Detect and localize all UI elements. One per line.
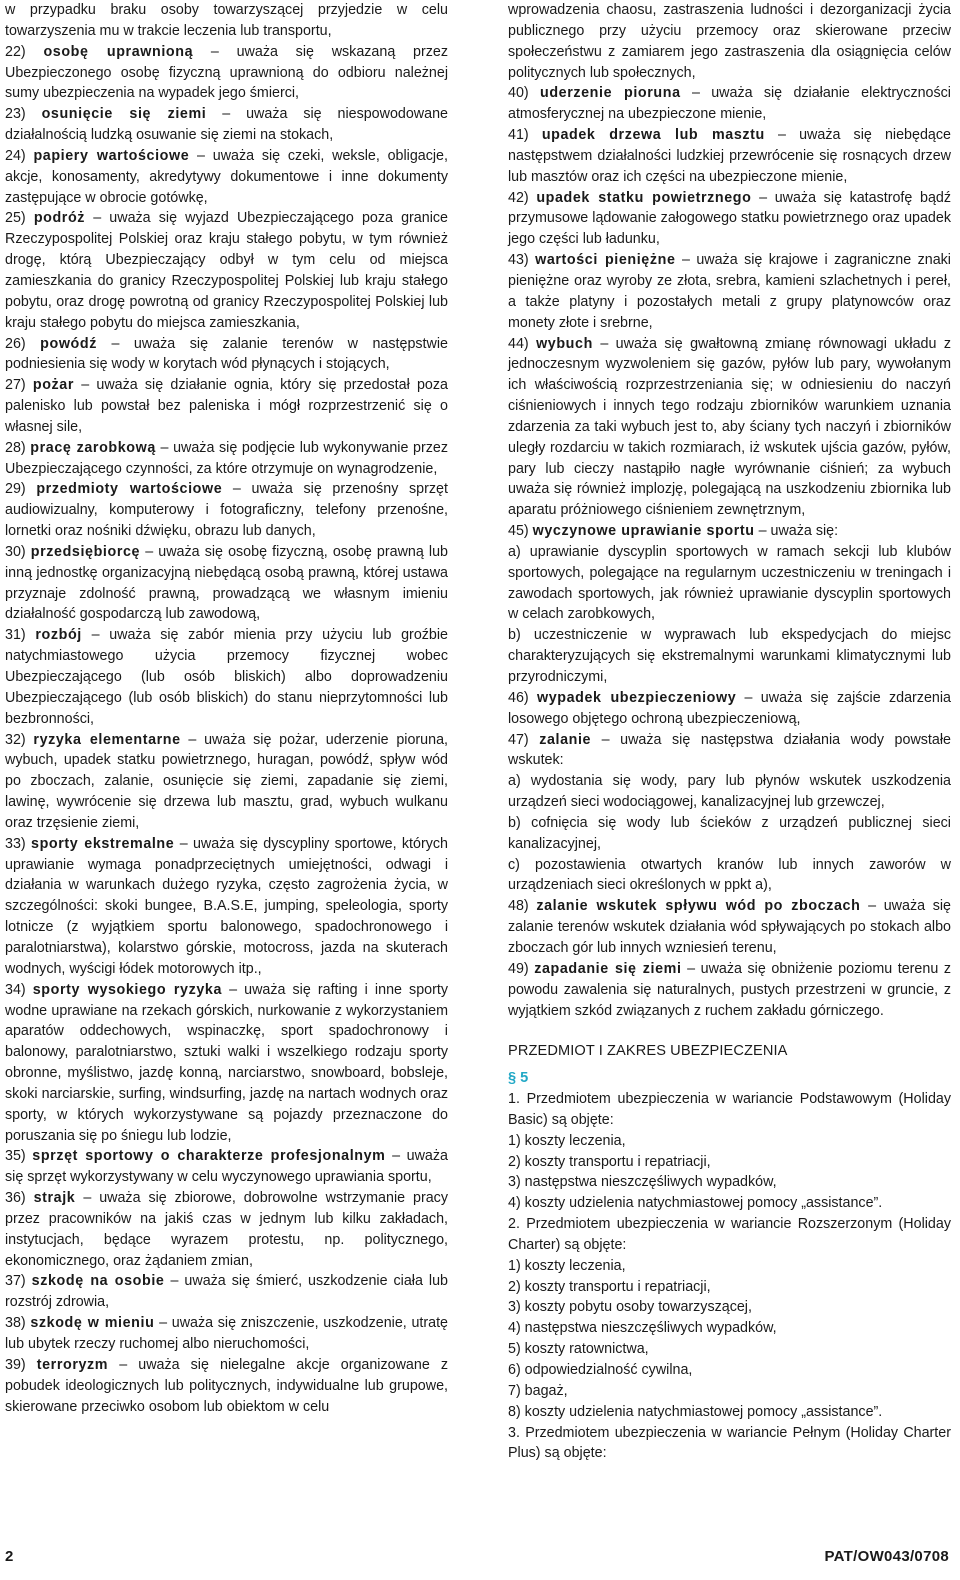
- definition-text: – uważa się rafting i inne sporty wodne uprawiane na rzekach górskich, nurkowanie z wykorzystaniem aparatów oddechowych, wspinaczkę, sport spadochronowy i balonowy, paralotniarstwo, sztuki walki i wszelkiego rodzaju sporty obronne, myślistwo, jazdę konną, narciarstwo, snowboard, bobsleje, skoki narciarskie, surfing, windsurfing, jazdę na nartach wodnych oraz sporty, w których wykorzystywane są pojazdy przeznaczone do poruszania się po śniegu lub lodzie,: [5, 981, 448, 1144]
- definition-item: [5, 980, 448, 1147]
- definition-item: [508, 959, 951, 1022]
- scope-item: 3) koszty pobytu osoby towarzyszącej,: [508, 1299, 752, 1316]
- item-number: 42): [508, 189, 529, 206]
- definition-text: – uważa się niespowodowane działalnością ludzką osuwanie się ziemi na stokach,: [5, 106, 448, 144]
- definition-text: c) pozostawienia otwartych kranów lub innych zaworów w urządzeniach sieci określonych w ppkt a),: [508, 856, 951, 894]
- definition-item: [5, 1271, 448, 1313]
- scope-item: 5) koszty ratownictwa,: [508, 1341, 649, 1358]
- definition-item: [508, 625, 951, 688]
- definition-item: [5, 1355, 448, 1418]
- item-number: 24): [5, 147, 26, 164]
- item-number: 45): [508, 523, 529, 540]
- item-number: 34): [5, 981, 26, 998]
- definition-text: – uważa się obniżenie poziomu terenu z powodu zawalenia się naturalnych, pustych przestrzeni w gruncie, z wyjątkiem szkód związanych z ruchem zakładu górniczego.: [508, 960, 951, 1019]
- left-column: [5, 0, 448, 1417]
- item-number: 30): [5, 543, 26, 560]
- definition-text: b) uczestniczenie w wyprawach lub ekspedycjach do miejsc charakteryzujących się ekstremalnymi warunkami klimatycznymi lub przyrodniczymi,: [508, 627, 951, 685]
- definition-item: [5, 334, 448, 376]
- definition-item: [508, 334, 951, 522]
- definition-text: – uważa się przenośny sprzęt audiowizualny, komputerowy i fotograficzny, telefony przenośne, lornetki oraz nośniki dźwięku, obrazu lub danych,: [5, 481, 448, 540]
- page-number: 2: [5, 1548, 14, 1565]
- item-number: 33): [5, 835, 26, 852]
- item-number: 41): [508, 127, 529, 144]
- definition-text: wprowadzenia chaosu, zastraszenia ludności i dezorganizacji życia publicznego przy użyciu przemocy oraz skierowane przeciw społeczeństwu z zamiarem jego zastraszenia dla osiągnięcia celów politycznych lub społecznych,: [508, 2, 951, 81]
- definition-item: [5, 834, 448, 980]
- definition-item: [5, 730, 448, 834]
- defined-term: terroryzm: [36, 1356, 109, 1373]
- item-number: 35): [5, 1148, 26, 1165]
- defined-term: upadek drzewa lub masztu: [541, 127, 765, 144]
- definition-text: a) wydostania się wody, pary lub płynów wskutek uszkodzenia urządzeń sieci wodociągowej, kanalizacyjnej lub grzewczej,: [508, 773, 951, 811]
- scope-item: 4) koszty udzielenia natychmiastowej pomocy „assistance”.: [508, 1195, 883, 1212]
- defined-term: zalanie: [539, 731, 592, 748]
- definition-text: – uważa się nielegalne akcje organizowane z pobudek ideologicznych lub politycznych, indywidualne lub grupowe, skierowane przeciwko osobom lub obiektom w celu: [5, 1356, 448, 1415]
- scope-item: 1) koszty leczenia,: [508, 1257, 626, 1274]
- scope-item: 1. Przedmiotem ubezpieczenia w wariancie Podstawowym (Holiday Basic) są objęte:: [508, 1091, 951, 1128]
- definition-item: [508, 521, 951, 542]
- defined-term: pracę zarobkową: [30, 439, 156, 456]
- item-number: 46): [508, 689, 529, 706]
- item-number: 31): [5, 627, 26, 644]
- definition-text: – uważa się zniszczenie, uszkodzenie, utratę lub ubytek rzeczy ruchomej albo nieruchomości,: [5, 1315, 449, 1352]
- definition-text: – uważa się dyscypliny sportowe, których uprawianie wymaga ponadprzeciętnych umiejętności, odwagi i działania w warunkach dużego ryzyka, często zagrożenia życia, w szczególności: skoki bungee, B.A.S.E, jumping, speleologia, sporty lotnicze (z wyjątkiem sportu balonowego, spadochronowego i paralotniarstwa), kolarstwo górskie, motocross, jazda na skuterach wodnych, wyścigi łódek motorowych itp.,: [5, 835, 448, 977]
- scope-item: 2. Przedmiotem ubezpieczenia w wariancie Rozszerzonym (Holiday Charter) są objęte:: [508, 1216, 951, 1253]
- definition-item: [5, 1188, 448, 1271]
- definition-text: a) uprawianie dyscyplin sportowych w ramach sekcji lub klubów sportowych, polegające na regularnym uczestniczeniu w treningach i zawodach sportowych, jak również uprawianie dyscyplin sportowych w celach zarobkowych,: [508, 543, 951, 623]
- section-mark: § 5: [508, 1070, 529, 1087]
- scope-item: 8) koszty udzielenia natychmiastowej pomocy „assistance”.: [508, 1403, 883, 1420]
- definition-text: – uważa się zabór mienia przy użyciu lub groźbie natychmiastowego użycia przemocy fizycznej wobec Ubezpieczającego (lub osób bliskich) albo doprowadzeniu Ubezpieczającego (lub osób bliskich) do stanu nieprzytomności lub bezbronności,: [5, 627, 449, 727]
- definition-item: [508, 125, 951, 188]
- definition-text: – uważa się krajowe i zagraniczne znaki pieniężne oraz wyroby ze złota, srebra, kamieni szlachetnych i pereł, a także platyny i pozostałych metali z grupy platynowców oraz monety złote i srebrne,: [508, 252, 951, 331]
- item-number: 49): [508, 960, 529, 977]
- definition-item: [508, 188, 951, 251]
- defined-term: sprzęt sportowy o charakterze profesjonalnym: [32, 1148, 386, 1165]
- item-number: 29): [5, 481, 26, 498]
- defined-term: sporty wysokiego ryzyka: [32, 981, 223, 998]
- definition-item: [508, 771, 951, 813]
- definition-text: – uważa się wskazaną przez Ubezpieczonego osobę fizyczną uprawnioną do odbioru należnej sumy ubezpieczenia na wypadek jego śmierci,: [5, 43, 448, 102]
- definitions-continued: [508, 0, 951, 1021]
- definition-item: [5, 625, 448, 729]
- definition-item: [508, 250, 951, 333]
- item-number: 28): [5, 439, 26, 456]
- defined-term: przedsiębiorcę: [30, 543, 141, 560]
- definition-text: – uważa się zajście zdarzenia losowego objętego ochroną ubezpieczeniową,: [508, 689, 951, 727]
- scope-item: 3) następstwa nieszczęśliwych wypadków,: [508, 1174, 777, 1191]
- item-number: 47): [508, 731, 529, 748]
- defined-term: strajk: [33, 1190, 76, 1207]
- definition-item: [5, 375, 448, 438]
- definition-item: [508, 813, 951, 855]
- item-number: 44): [508, 335, 529, 352]
- definition-text: – uważa się zalanie terenów wskutek działania wód spływających po stokach albo zboczach gór lub innych wzniesień terenu,: [508, 898, 951, 956]
- defined-term: zalanie wskutek spływu wód po zboczach: [536, 898, 861, 915]
- defined-term: papiery wartościowe: [33, 147, 190, 164]
- definition-item: [5, 146, 448, 209]
- item-number: 43): [508, 252, 529, 269]
- definition-text: – uważa się śmierć, uszkodzenie ciała lub rozstrój zdrowia,: [5, 1273, 448, 1311]
- defined-term: wartości pieniężne: [535, 252, 676, 269]
- definition-item: [508, 542, 951, 625]
- scope-list: [508, 1089, 951, 1464]
- definition-text: – uważa się katastrofę bądź przymusowe lądowanie załogowego statku powietrznego oraz upadek jego części lub ładunku,: [508, 189, 951, 248]
- scope-item: 2) koszty transportu i repatriacji,: [508, 1278, 711, 1295]
- defined-term: sporty ekstremalne: [31, 835, 175, 852]
- item-number: 26): [5, 335, 26, 352]
- scope-item: 6) odpowiedzialność cywilna,: [508, 1362, 693, 1378]
- defined-term: powódź: [40, 335, 97, 352]
- definition-text: – uważa się wyjazd Ubezpieczającego poza granice Rzeczypospolitej Polskiej oraz kraju stałego pobytu, w tym również drogę, którą Ubezpieczający odbył w tym celu od miejsca zamieszkania do granicy Rzeczypospolitej Polskiej lub kraju stałego pobytu, oraz drogę powrotną od granicy Rzeczypospolitej Polskiej lub kraju stałego pobytu do miejsca zamieszkania,: [5, 210, 448, 331]
- item-number: 39): [5, 1356, 26, 1373]
- definition-text: – uważa się gwałtowną zmianę równowagi układu z jednoczesnym wyzwoleniem się gazów, pyłów lub pary, wywołanym ich właściwością rozprzestrzeniania się; w odniesieniu do naczyń ciśnieniowych i innych tego rodzaju zbiorników warunkiem uznania zdarzenia za taki wybuch jest to, aby ściany tych naczyń i zbiorników uległy rozdarciu w takich rozmiarach, iż wskutek ujścia gazów, pyłów, pary lub cieczy nastąpiło nagłe wyrównanie ciśnień; za wybuch uważa się również implozję, polegającą na uszkodzeniu zbiornika lub aparatu próżniowego ciśnieniem zewnętrznym,: [508, 335, 951, 519]
- definition-text: – uważa się sprzęt wykorzystywany w celu wyczynowego uprawiania sportu,: [5, 1148, 448, 1186]
- document-code: PAT/OW043/0708: [824, 1548, 949, 1565]
- defined-term: rozbój: [35, 627, 82, 644]
- item-number: 27): [5, 377, 26, 394]
- scope-item: 3. Przedmiotem ubezpieczenia w wariancie Pełnym (Holiday Charter Plus) są objęte:: [508, 1424, 951, 1462]
- definition-text: – uważa się następstwa działania wody powstałe wskutek:: [508, 731, 951, 769]
- scope-item: 7) bagaż,: [508, 1382, 568, 1399]
- definition-text: – uważa się:: [758, 523, 839, 540]
- definition-text: – uważa się niebędące następstwem działalności ludzkiej przewrócenie się rosnących drzew lub masztów oraz ich części na ubezpieczone mienie,: [508, 127, 951, 185]
- definition-text: – uważa się działanie elektryczności atmosferycznej na ubezpieczone mienie,: [508, 85, 951, 123]
- right-column: [508, 0, 951, 1464]
- definition-item: [508, 83, 951, 125]
- definition-text: – uważa się podjęcie lub wykonywanie przez Ubezpieczającego czynności, za które otrzymuje on wynagrodzenie,: [5, 439, 448, 477]
- definition-item: [5, 208, 448, 333]
- definition-item: [5, 438, 448, 480]
- item-number: 48): [508, 898, 529, 915]
- definition-text: b) cofnięcia się wody lub ścieków z urządzeń publicznej sieci kanalizacyjnej,: [508, 814, 951, 852]
- defined-term: uderzenie pioruna: [539, 85, 681, 102]
- definition-item: [508, 896, 951, 959]
- definition-item: [5, 42, 448, 105]
- item-number: 36): [5, 1190, 26, 1207]
- definition-item: [5, 0, 448, 42]
- defined-term: podróż: [33, 210, 86, 227]
- definition-item: [5, 1313, 448, 1355]
- definition-item: [508, 688, 951, 730]
- defined-term: szkodę na osobie: [31, 1273, 165, 1290]
- definition-text: – uważa się zalanie terenów w następstwie podniesienia się wody w korytach wód płynących i stojących,: [5, 335, 448, 373]
- item-number: 40): [508, 85, 529, 102]
- item-number: 32): [5, 731, 26, 748]
- defined-term: osobę uprawnioną: [43, 43, 194, 60]
- section-title: PRZEDMIOT I ZAKRES UBEZPIECZENIA: [508, 1043, 788, 1060]
- definition-text: – uważa się pożar, uderzenie pioruna, wybuch, upadek statku powietrznego, huragan, powódź, spływ wód po zboczach, zalanie, osunięcie się ziemi, zapadanie się ziemi, lawinę, wywrócenie się drzewa lub masztu, grad, wybuch wulkanu oraz trzęsienie ziemi,: [5, 731, 448, 831]
- definition-item: [508, 730, 951, 772]
- item-number: 37): [5, 1273, 26, 1290]
- defined-term: ryzyka elementarne: [33, 731, 181, 748]
- definition-text: w przypadku braku osoby towarzyszącej przyjedzie w celu towarzyszenia mu w trakcie leczenia lub transportu,: [5, 2, 448, 39]
- defined-term: zapadanie się ziemi: [534, 960, 682, 977]
- defined-term: wypadek ubezpieczeniowy: [536, 689, 737, 706]
- definition-item: [5, 104, 448, 146]
- scope-item: 4) następstwa nieszczęśliwych wypadków,: [508, 1320, 777, 1337]
- definition-text: – uważa się czeki, weksle, obligacje, akcje, konosamenty, akredytywy dokumentowe i inne dokumenty zastępujące w obrocie gotówkę,: [5, 147, 448, 206]
- scope-item: 1) koszty leczenia,: [508, 1132, 626, 1149]
- definition-item: [5, 542, 448, 625]
- defined-term: przedmioty wartościowe: [36, 481, 223, 498]
- definition-item: [5, 1146, 448, 1188]
- definition-text: – uważa się osobę fizyczną, osobę prawną lub inną jednostkę organizacyjną niebędącą osobą prawną, której ustawa przyznaje zdolność prawną, prowadzącą we własnym imieniu działalność gospodarczą lub zawodową,: [5, 543, 448, 623]
- defined-term: wyczynowe uprawianie sportu: [532, 523, 755, 540]
- defined-term: szkodę w mieniu: [30, 1315, 155, 1332]
- definition-text: – uważa się działanie ognia, który się przedostał poza palenisko lub powstał bez paleniska i mógł rozprzestrzenić się o własnej sile,: [5, 377, 448, 435]
- definition-item: [5, 479, 448, 542]
- item-number: 22): [5, 43, 26, 60]
- defined-term: pożar: [32, 377, 75, 394]
- defined-term: wybuch: [536, 335, 593, 352]
- item-number: 38): [5, 1315, 26, 1332]
- scope-item: 2) koszty transportu i repatriacji,: [508, 1153, 711, 1170]
- defined-term: upadek statku powietrznego: [536, 189, 752, 206]
- item-number: 23): [5, 106, 26, 123]
- definition-text: – uważa się zbiorowe, dobrowolne wstrzymanie pracy przez pracowników na jakiś czas w jednym lub kilku zakładach, instytucjach, będące wyrazem protestu, np. politycznego, ekonomicznego, oraz żądaniem zmian,: [5, 1190, 448, 1269]
- item-number: 25): [5, 210, 26, 227]
- definition-item: [508, 855, 951, 897]
- definition-item: [508, 0, 951, 83]
- defined-term: osunięcie się ziemi: [41, 106, 207, 123]
